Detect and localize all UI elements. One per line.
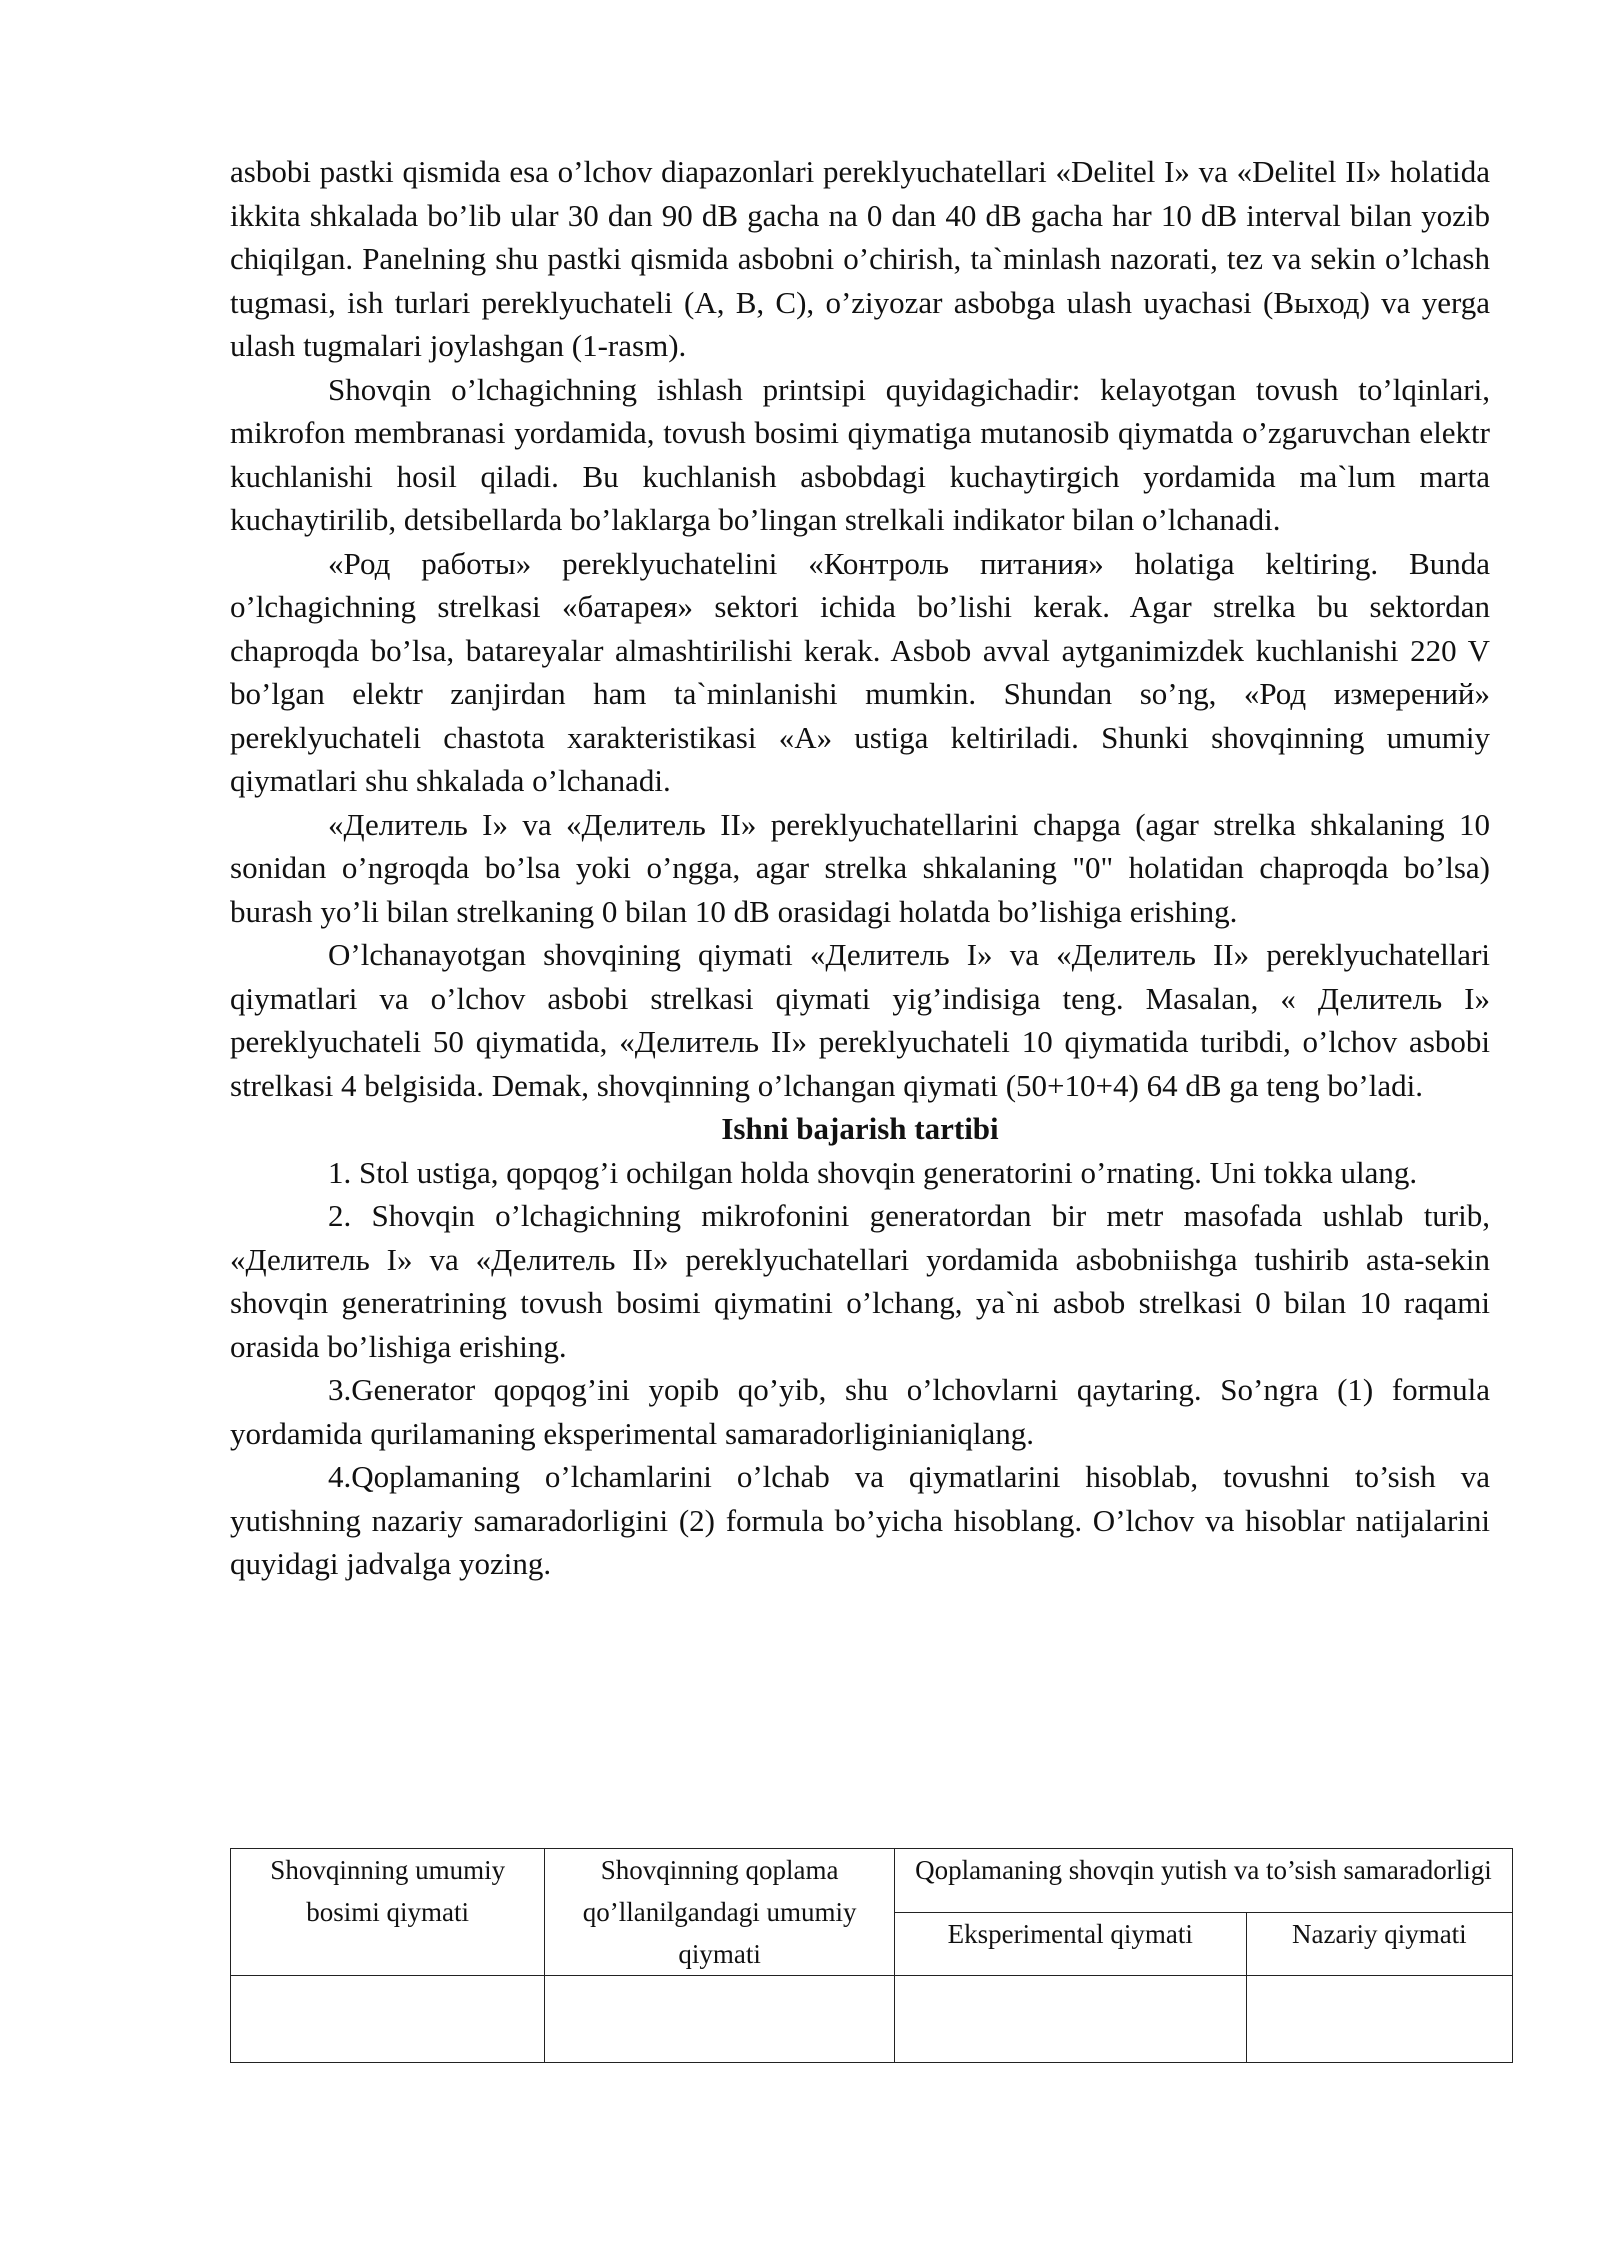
header-theoretical: Nazariy qiymati — [1246, 1912, 1512, 1976]
header-experimental: Eksperimental qiymati — [894, 1912, 1246, 1976]
table-cell[interactable] — [231, 1976, 545, 2063]
header-covered-value: Shovqinning qoplama qo’llanilgandagi umumiy qiymati — [545, 1849, 894, 1976]
results-table — [230, 1848, 1513, 2063]
step-1: 1. Stol ustiga, qopqog’i ochilgan holda shovqin generatorini o’rnating. Uni tokka ulang. — [328, 1154, 1418, 1190]
table-cell[interactable] — [545, 1976, 894, 2063]
table-row — [231, 1976, 1513, 2063]
paragraph-4: «Делитель I» va «Делитель II» pereklyuchatellarini chapga (agar strelka shkalaning 10 sonidan o’ngroqda bo’lsa yoki o’ngga, agar strelka shkalaning "0" holatidan chaproqda bo’lsa) burash yo’li bilan strelkaning 0 bilan 10 dB orasidagi holatda bo’lishiga erishing. — [230, 806, 1490, 929]
paragraph-5: O’lchanayotgan shovqining qiymati «Делитель I» va «Делитель II» pereklyuchatellari qiymatlari va o’lchov asbobi strelkasi qiymati yig’indisiga teng. Masalan, « Делитель I» pereklyuchateli 50 qiymatida, «Делитель II» pereklyuchateli 10 qiymatida turibdi, o’lchov asbobi strelkasi 4 belgisida. Demak, shovqinning o’lchangan qiymati (50+10+4) 64 dB ga teng bo’ladi. — [230, 937, 1490, 1103]
paragraph-2: Shovqin o’lchagichning ishlash printsipi quyidagichadir: kelayotgan tovush to’lqinlari, mikrofon membranasi yordamida, tovush bosimi qiymatiga mutanosib qiymatda o’zgaruvchan elektr kuchlanishi hosil qiladi. Bu kuchlanish asbobdagi kuchaytirgich yordamida ma`lum marta kuchaytirilib, detsibellarda bo’laklarga bo’lingan strelkali indikator bilan o’lchanadi. — [230, 371, 1490, 537]
step-4: 4.Qoplamaning o’lchamlarini o’lchab va qiymatlarini hisoblab, tovushni to’sish va yutishning nazariy samaradorligini (2) formula bo’yicha hisoblang. O’lchov va hisoblar natijalarini quyidagi jadvalga yozing. — [230, 1459, 1490, 1581]
table-cell[interactable] — [894, 1976, 1246, 2063]
document-page — [230, 150, 1490, 1586]
paragraph-3: «Род работы» pereklyuchatelini «Контроль питания» holatiga keltiring. Bunda o’lchagichning strelkasi «батарея» sektori ichida bo’lishi kerak. Agar strelka bu sektordan chaproqda bo’lsa, batareyalar almashtirilishi kerak. Asbob avval aytganimizdek kuchlanishi 220 V bo’lgan elektr zanjirdan ham ta`minlanishi mumkin. Shundan so’ng, «Род измерений» pereklyuchateli chastota xarakteristikasi «A» ustiga keltiriladi. Shunki shovqinning umumiy qiymatlari shu shkalada o’lchanadi. — [230, 545, 1490, 798]
table-header-row — [231, 1849, 1513, 1913]
step-2: 2. Shovqin o’lchagichning mikrofonini generatordan bir metr masofada ushlab turib, «Делитель I» va «Делитель II» pereklyuchatellari yordamida asbobniishga tushirib asta-sekin shovqin generatrining tovush bosimi qiymatini o’lchang, ya`ni asbob strelkasi 0 bilan 10 raqami orasida bo’lishiga erishing. — [230, 1198, 1490, 1364]
header-efficiency-group: Qoplamaning shovqin yutish va to’sish samaradorligi — [894, 1849, 1512, 1913]
table-cell[interactable] — [1246, 1976, 1512, 2063]
step-3: 3.Generator qopqog’ini yopib qo’yib, shu o’lchovlarni qaytaring. So’ngra (1) formula yordamida qurilamaning eksperimental samaradorliginianiqlang. — [230, 1372, 1490, 1451]
section-heading: Ishni bajarish tartibi — [721, 1111, 999, 1146]
header-total-pressure: Shovqinning umumiy bosimi qiymati — [231, 1849, 545, 1976]
paragraph-1: asbobi pastki qismida esa o’lchov diapazonlari pereklyuchatellari «Delitel I» va «Delitel II» holatida ikkita shkalada bo’lib ular 30 dan 90 dB gacha na 0 dan 40 dB gacha har 10 dB interval bilan yozib chiqilgan. Panelning shu pastki qismida asbobni o’chirish, ta`minlash nazorati, tez va sekin o’lchash tugmasi, ish turlari pereklyuchateli (A, B, C), o’ziyozar asbobga ulash uyachasi (Выход) va yerga ulash tugmalari joylashgan (1-rasm). — [230, 154, 1490, 363]
